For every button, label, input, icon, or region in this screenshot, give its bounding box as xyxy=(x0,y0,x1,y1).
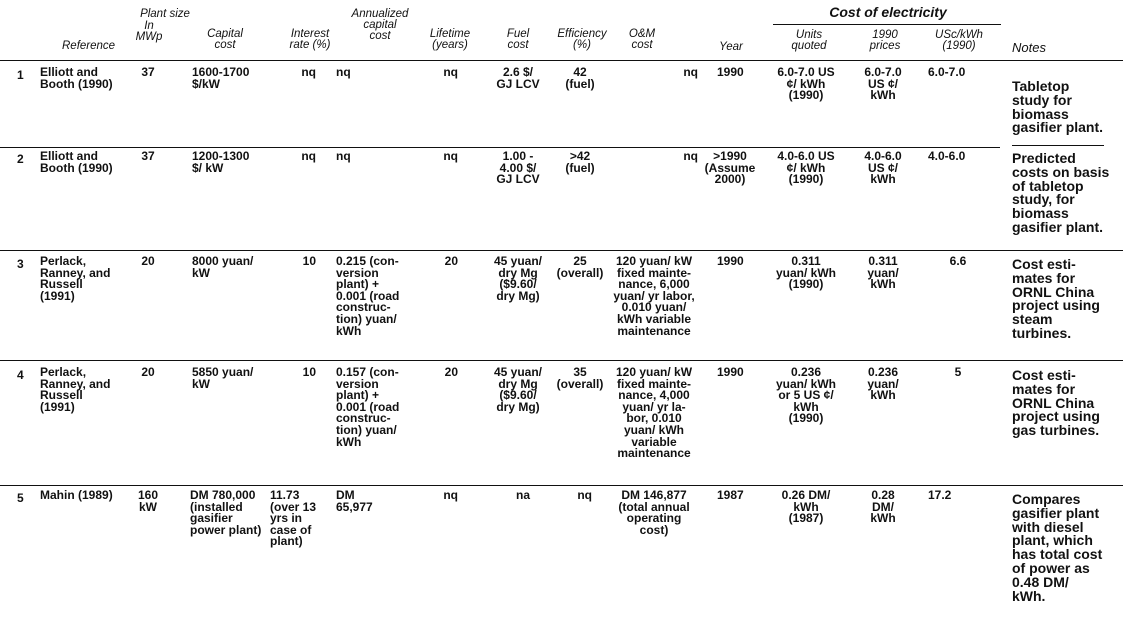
header-lifetime: Lifetime (years) xyxy=(429,28,471,51)
header-cost-of-electricity: Cost of electricity xyxy=(829,4,947,20)
cell-plant-size: 37 xyxy=(141,65,155,79)
cell-reference: Perlack, Ranney, and Russell (1991) xyxy=(40,254,111,303)
cell-lifetime: nq xyxy=(443,149,458,163)
row-divider xyxy=(0,250,1123,251)
cell-interest: 10 xyxy=(302,365,316,379)
cell-fuel: 1.00 - 4.00 $/ GJ LCV xyxy=(496,149,540,187)
header-usc-kwh: USc/kWh (1990) xyxy=(935,29,983,52)
cell-usc: 6.0-7.0 xyxy=(928,65,966,79)
cell-om: 120 yuan/ kW fixed mainte- nance, 4,000 yuan/ yr la- bor, 0.010 yuan/ kWh variable maintenance xyxy=(615,365,693,461)
row-divider xyxy=(0,360,1123,361)
cell-annualized: 0.215 (con- version plant) + 0.001 (road construc- tion) yuan/ kWh xyxy=(336,254,400,338)
cell-annualized: DM 65,977 xyxy=(336,488,373,514)
cell-1990-prices: 0.28 DM/ kWh xyxy=(870,488,896,526)
cell-efficiency: 42 (fuel) xyxy=(565,65,595,91)
notes-underline xyxy=(1012,145,1104,146)
cell-usc: 5 xyxy=(954,365,962,379)
cell-om: 120 yuan/ kW fixed mainte- nance, 6,000 yuan/ yr labor, 0.010 yuan/ kWh variable maintenance xyxy=(613,254,695,338)
cell-plant-size: 160 kW xyxy=(137,488,159,514)
cell-capital-cost: 1200-1300 $/ kW xyxy=(192,149,250,175)
cell-efficiency: 25 (overall) xyxy=(556,254,604,280)
cell-1990-prices: 6.0-7.0 US ¢/ kWh xyxy=(864,65,902,103)
cell-reference: Perlack, Ranney, and Russell (1991) xyxy=(40,365,111,414)
cell-fuel: na xyxy=(515,488,530,502)
cell-plant-size: 37 xyxy=(141,149,155,163)
header-reference: Reference xyxy=(62,40,116,52)
cell-usc: 17.2 xyxy=(928,488,952,502)
cell-efficiency: 35 (overall) xyxy=(556,365,604,391)
cell-fuel: 45 yuan/ dry Mg ($9.60/ dry Mg) xyxy=(493,254,543,303)
header-in-mwp: In MWp xyxy=(135,20,163,43)
cell-annualized: nq xyxy=(336,149,351,163)
cell-fuel: 45 yuan/ dry Mg ($9.60/ dry Mg) xyxy=(493,365,543,414)
row-number: 1 xyxy=(17,68,24,82)
cell-reference: Elliott and Booth (1990) xyxy=(40,65,113,91)
cell-notes: Cost esti- mates for ORNL China project using steam turbines. xyxy=(1012,256,1100,341)
cell-units: 0.311 yuan/ kWh (1990) xyxy=(775,254,836,292)
header-1990-prices: 1990 prices xyxy=(869,29,901,52)
cell-plant-size: 20 xyxy=(141,365,155,379)
cell-year: 1987 xyxy=(717,488,744,502)
cell-reference: Elliott and Booth (1990) xyxy=(40,149,113,175)
cell-plant-size: 20 xyxy=(141,254,155,268)
header-bottom-rule xyxy=(0,60,1123,61)
row-number: 4 xyxy=(17,368,24,382)
cell-interest: nq xyxy=(301,149,316,163)
cell-om: nq xyxy=(683,149,698,163)
header-notes: Notes xyxy=(1012,40,1046,55)
cell-notes: Tabletop study for biomass gasifier plant. xyxy=(1012,78,1104,136)
cell-units: 0.236 yuan/ kWh or 5 US ¢/ kWh (1990) xyxy=(775,365,836,426)
cell-om: nq xyxy=(683,65,698,79)
header-capital-cost: Capital cost xyxy=(207,28,243,51)
cell-lifetime: nq xyxy=(443,65,458,79)
cell-capital-cost: DM 780,000 (installed gasifier power plant) xyxy=(190,488,262,537)
cell-capital-cost: 8000 yuan/ kW xyxy=(192,254,254,280)
row-divider xyxy=(0,147,1000,148)
cell-notes: Cost esti- mates for ORNL China project using gas turbines. xyxy=(1012,367,1100,439)
header-om-cost: O&M cost xyxy=(628,28,656,51)
cell-1990-prices: 0.236 yuan/ kWh xyxy=(867,365,899,403)
header-year: Year xyxy=(719,41,743,53)
header-efficiency: Efficiency (%) xyxy=(557,28,607,51)
cell-interest: 11.73 (over 13 yrs in case of plant) xyxy=(270,488,317,549)
header-units-quoted: Units quoted xyxy=(791,29,827,52)
cell-lifetime: 20 xyxy=(444,254,458,268)
cell-year: 1990 xyxy=(717,254,744,268)
row-number: 5 xyxy=(17,491,24,505)
cell-units: 0.26 DM/ kWh (1987) xyxy=(781,488,831,526)
cell-efficiency: nq xyxy=(577,488,592,502)
header-interest-rate: Interest rate (%) xyxy=(289,28,331,51)
cell-units: 6.0-7.0 US ¢/ kWh (1990) xyxy=(777,65,835,103)
row-number: 3 xyxy=(17,257,24,271)
row-number: 2 xyxy=(17,152,24,166)
cell-year: >1990 (Assume 2000) xyxy=(704,149,756,187)
cell-annualized: 0.157 (con- version plant) + 0.001 (road construc- tion) yuan/ kWh xyxy=(336,365,400,449)
header-plant-size: Plant size xyxy=(140,8,190,20)
cell-fuel: 2.6 $/ GJ LCV xyxy=(496,65,540,91)
cell-lifetime: nq xyxy=(443,488,458,502)
cell-notes: Predicted costs on basis of tabletop study, for biomass gasifier plant. xyxy=(1012,150,1110,235)
cell-annualized: nq xyxy=(336,65,351,79)
cell-units: 4.0-6.0 US ¢/ kWh (1990) xyxy=(777,149,835,187)
cell-interest: 10 xyxy=(302,254,316,268)
cell-capital-cost: 5850 yuan/ kW xyxy=(192,365,254,391)
cell-notes: Compares gasifier plant with diesel plant, which has total cost of power as 0.48 DM/ kWh. xyxy=(1012,491,1103,604)
cell-1990-prices: 4.0-6.0 US ¢/ kWh xyxy=(864,149,902,187)
header-rule xyxy=(773,24,1001,25)
cell-1990-prices: 0.311 yuan/ kWh xyxy=(867,254,899,292)
cell-om: DM 146,877 (total annual operating cost) xyxy=(618,488,690,537)
cell-year: 1990 xyxy=(717,365,744,379)
cell-year: 1990 xyxy=(717,65,744,79)
header-fuel-cost: Fuel cost xyxy=(506,28,530,51)
cell-usc: 4.0-6.0 xyxy=(928,149,966,163)
row-divider xyxy=(0,485,1123,486)
cell-efficiency: >42 (fuel) xyxy=(565,149,595,175)
header-annualized: Annualized capital cost xyxy=(351,8,409,42)
cell-lifetime: 20 xyxy=(444,365,458,379)
cell-usc: 6.6 xyxy=(949,254,967,268)
cell-interest: nq xyxy=(301,65,316,79)
cell-capital-cost: 1600-1700 $/kW xyxy=(192,65,250,91)
cell-reference: Mahin (1989) xyxy=(40,488,113,502)
